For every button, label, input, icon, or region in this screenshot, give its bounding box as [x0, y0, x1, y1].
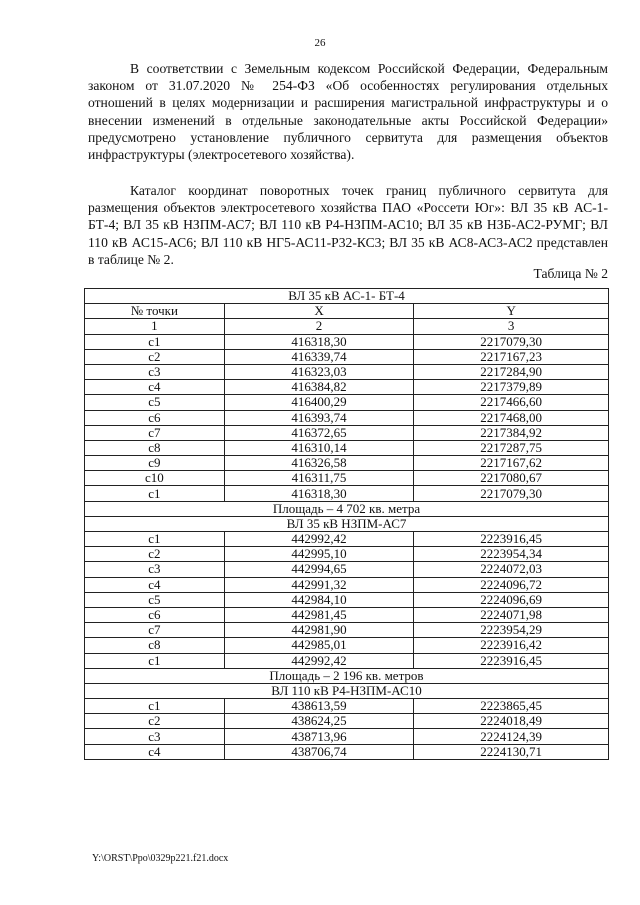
point-id: с1 [85, 653, 225, 668]
point-id: с8 [85, 638, 225, 653]
point-id: с10 [85, 471, 225, 486]
point-id: с7 [85, 623, 225, 638]
point-id: с6 [85, 607, 225, 622]
table-row [85, 714, 609, 729]
y-value: 2224096,72 [414, 577, 609, 592]
point-id: с3 [85, 364, 225, 379]
y-value: 2217287,75 [414, 440, 609, 455]
point-id: с3 [85, 729, 225, 744]
x-value: 416311,75 [224, 471, 414, 486]
x-value: 416326,58 [224, 456, 414, 471]
x-value: 416323,03 [224, 364, 414, 379]
table-row [85, 653, 609, 668]
footer-file-path: Y:\ORST\Ppo\0329p221.f21.docx [92, 853, 229, 864]
x-value: 442981,90 [224, 623, 414, 638]
point-id: с2 [85, 349, 225, 364]
y-value: 2224018,49 [414, 714, 609, 729]
table-row [85, 349, 609, 364]
table-row [85, 456, 609, 471]
x-value: 442992,42 [224, 653, 414, 668]
table-row [85, 410, 609, 425]
point-id: с2 [85, 547, 225, 562]
point-id: с9 [85, 456, 225, 471]
column-number-row [85, 319, 609, 334]
x-value: 416384,82 [224, 380, 414, 395]
point-id: с5 [85, 592, 225, 607]
table-row [85, 699, 609, 714]
point-id: с1 [85, 532, 225, 547]
x-value: 416318,30 [224, 486, 414, 501]
x-value: 416318,30 [224, 334, 414, 349]
y-value: 2217079,30 [414, 334, 609, 349]
table-row [85, 623, 609, 638]
point-id: с4 [85, 744, 225, 759]
y-value: 2223954,29 [414, 623, 609, 638]
y-value: 2224072,03 [414, 562, 609, 577]
y-value: 2217468,00 [414, 410, 609, 425]
point-id: с4 [85, 577, 225, 592]
x-value: 416372,65 [224, 425, 414, 440]
coordinates-table [84, 288, 609, 760]
column-number: 1 [85, 319, 225, 334]
section-title-row [85, 516, 609, 531]
x-value: 438624,25 [224, 714, 414, 729]
y-value: 2224124,39 [414, 729, 609, 744]
table-row [85, 729, 609, 744]
section-area: Площадь – 4 702 кв. метра [85, 501, 609, 516]
x-value: 442981,45 [224, 607, 414, 622]
x-value: 416339,74 [224, 349, 414, 364]
y-value: 2217284,90 [414, 364, 609, 379]
table-row [85, 486, 609, 501]
point-id: с8 [85, 440, 225, 455]
y-value: 2217080,67 [414, 471, 609, 486]
x-value: 438613,59 [224, 699, 414, 714]
point-id: с1 [85, 486, 225, 501]
x-value: 416400,29 [224, 395, 414, 410]
y-value: 2217167,62 [414, 456, 609, 471]
y-value: 2217384,92 [414, 425, 609, 440]
y-value: 2223916,45 [414, 532, 609, 547]
table-row [85, 440, 609, 455]
section-title-row [85, 289, 609, 304]
table-row [85, 547, 609, 562]
column-number: 3 [414, 319, 609, 334]
section-area: Площадь – 2 196 кв. метров [85, 668, 609, 683]
area-row [85, 501, 609, 516]
table-row [85, 638, 609, 653]
table-row [85, 744, 609, 759]
x-value: 442991,32 [224, 577, 414, 592]
table-row [85, 532, 609, 547]
table-row [85, 471, 609, 486]
x-value: 442985,01 [224, 638, 414, 653]
y-value: 2223916,45 [414, 653, 609, 668]
table-row [85, 562, 609, 577]
y-value: 2223954,34 [414, 547, 609, 562]
y-header: Y [414, 304, 609, 319]
y-value: 2217379,89 [414, 380, 609, 395]
point-id: с2 [85, 714, 225, 729]
y-value: 2224096,69 [414, 592, 609, 607]
y-value: 2217167,23 [414, 349, 609, 364]
y-value: 2223916,42 [414, 638, 609, 653]
point-id: с5 [85, 395, 225, 410]
y-value: 2224071,98 [414, 607, 609, 622]
y-value: 2224130,71 [414, 744, 609, 759]
y-value: 2217079,30 [414, 486, 609, 501]
x-value: 438713,96 [224, 729, 414, 744]
table-row [85, 395, 609, 410]
coordinates-table-body [85, 289, 609, 760]
x-value: 438706,74 [224, 744, 414, 759]
paragraph-2: Каталог координат поворотных точек границ публичного сервитута для размещения объектов электросетевого хозяйства ПАО «Россети Юг»: ВЛ 35 кВ АС-1-БТ-4; ВЛ 35 кВ НЗПМ-АС7; ВЛ 110 кВ Р4-НЗПМ-АС10; ВЛ 35 кВ НЗБ-АС2-РУМГ; ВЛ 110 кВ АС15-АС6; ВЛ 110 кВ НГ5-АС11-Р32-КС3; ВЛ 35 кВ АС8-АС3-АС2 представлен в таблице № 2. [88, 183, 608, 267]
x-value: 442994,65 [224, 562, 414, 577]
y-value: 2223865,45 [414, 699, 609, 714]
section-title: ВЛ 35 кВ АС-1- БТ-4 [85, 289, 609, 304]
section-title: ВЛ 110 кВ Р4-НЗПМ-АС10 [85, 683, 609, 698]
point-id: с7 [85, 425, 225, 440]
point-id: с6 [85, 410, 225, 425]
x-value: 442992,42 [224, 532, 414, 547]
table-row [85, 364, 609, 379]
point-id: с1 [85, 699, 225, 714]
x-value: 416310,14 [224, 440, 414, 455]
paragraph-1: В соответствии с Земельным кодексом Российской Федерации, Федеральным законом от 31.07.2020 № 254-ФЗ «Об особенностях регулирования отдельных отношений в целях модернизации и расширения магистральной инфраструктуры и о внесении изменений в отдельные законодательные акты Российской Федерации» предусмотрено установление публичного сервитута для размещения объектов инфраструктуры (электросетевого хозяйства). [88, 61, 608, 163]
table-row [85, 380, 609, 395]
header-row [85, 304, 609, 319]
section-title: ВЛ 35 кВ НЗПМ-АС7 [85, 516, 609, 531]
area-row [85, 668, 609, 683]
column-number: 2 [224, 319, 414, 334]
point-id: с3 [85, 562, 225, 577]
y-value: 2217466,60 [414, 395, 609, 410]
table-row [85, 577, 609, 592]
x-value: 416393,74 [224, 410, 414, 425]
table-row [85, 607, 609, 622]
table-caption: Таблица № 2 [533, 266, 608, 281]
table-row [85, 592, 609, 607]
point-id: с4 [85, 380, 225, 395]
table-row [85, 334, 609, 349]
table-row [85, 425, 609, 440]
x-value: 442984,10 [224, 592, 414, 607]
page-number: 26 [314, 37, 326, 49]
x-value: 442995,10 [224, 547, 414, 562]
point-number-header: № точки [85, 304, 225, 319]
point-id: с1 [85, 334, 225, 349]
section-title-row [85, 683, 609, 698]
x-header: X [224, 304, 414, 319]
